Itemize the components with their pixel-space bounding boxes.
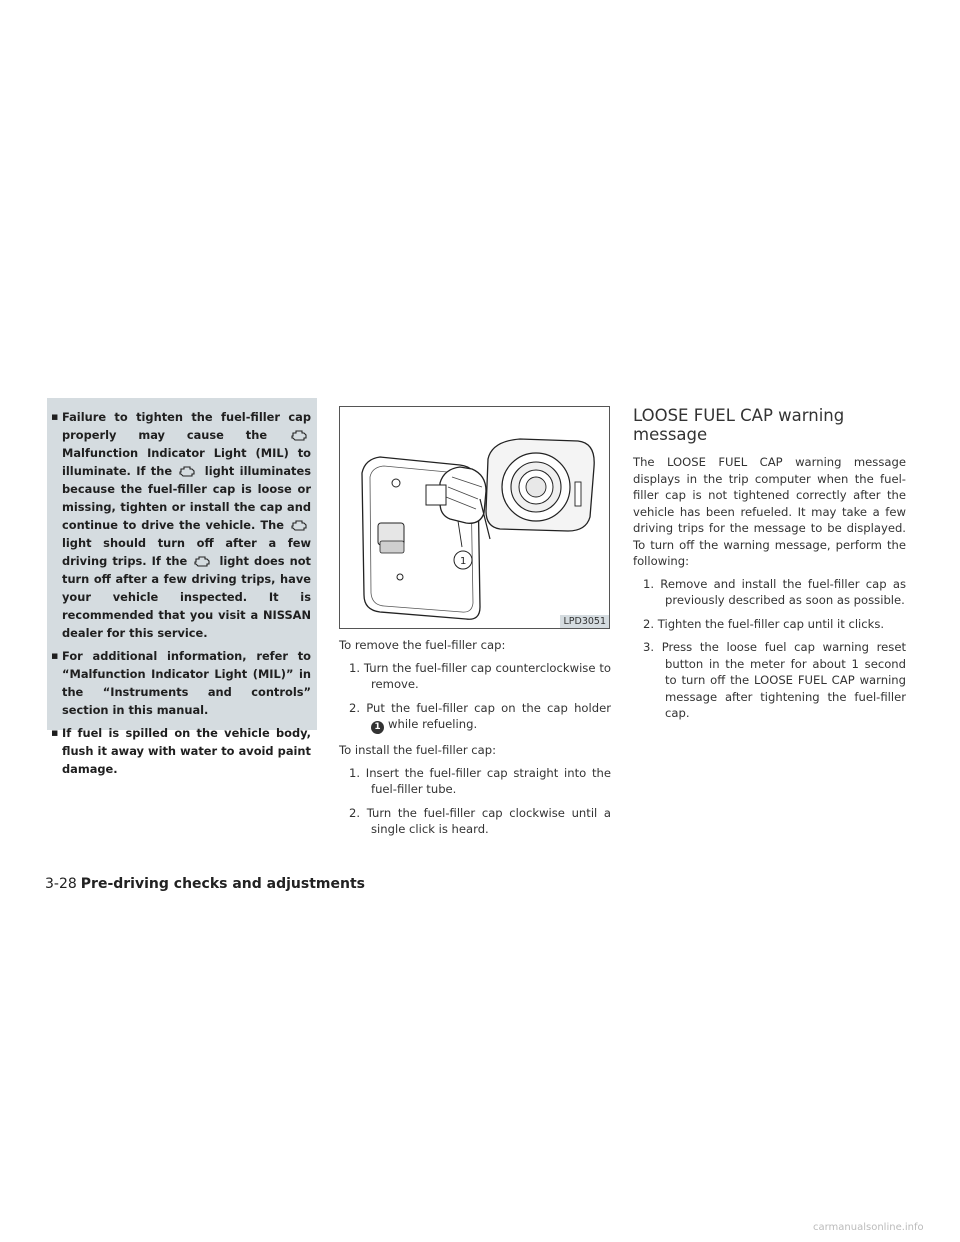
- caution-item-spill: ▪ If fuel is spilled on the vehicle body, flush it away with water to avoid paint damage.: [47, 724, 311, 778]
- right-column: [633, 406, 906, 730]
- loose-steps: [633, 576, 906, 722]
- page-number: 3-28: [45, 876, 77, 892]
- callout-number: 1: [460, 556, 467, 567]
- figure-code: LPD3051: [560, 615, 609, 628]
- fuel-door-drawing: [340, 407, 609, 628]
- loose-step-3: 3. Press the loose fuel cap warning reset button in the meter for about 1 second to turn off the LOOSE FUEL CAP warning message after tightening the fuel-filler cap.: [643, 640, 906, 720]
- install-step-1: 1. Insert the fuel-filler cap straight into the fuel-filler tube.: [349, 765, 611, 796]
- loose-body: The LOOSE FUEL CAP warning message displays in the trip computer when the fuel-filler cap is not tightened correctly after the vehicle has been refueled. It may take a few driving trips for the message to be displayed. To turn off the warning message, perform the following:: [633, 455, 906, 568]
- page-footer: [45, 876, 365, 892]
- engine-malfunction-icon: [177, 464, 199, 478]
- caution-box: [47, 398, 317, 776]
- install-steps: [339, 765, 611, 838]
- engine-malfunction-icon: [289, 518, 311, 532]
- install-step-2: 2. Turn the fuel-filler cap clockwise until a single click is heard.: [349, 805, 611, 836]
- watermark: carmanualsonline.info: [813, 1222, 924, 1233]
- remove-intro: To remove the fuel-filler cap:: [339, 638, 506, 652]
- caution-item-fuel-cap: ▪ Failure to tighten the fuel-filler cap properly may cause the Malfunction Indicator Light (MIL) to illuminate. If the light illuminates because the fuel-filler cap is loose or missing, tighten or install the cap and continue to drive the vehicle. The light should turn off after a few driving trips. If the light does not turn off after a few driving trips, have your vehicle inspected. It is recommended that you visit a NISSAN dealer for this service.: [47, 408, 311, 642]
- loose-step-2: 2. Tighten the fuel-filler cap until it clicks.: [643, 616, 885, 631]
- callout-badge: 1: [371, 721, 384, 734]
- caution-list: [47, 408, 317, 778]
- engine-malfunction-icon: [289, 428, 311, 442]
- loose-step-1: 1. Remove and install the fuel-filler cap as previously described as soon as possible.: [643, 576, 906, 607]
- install-intro: To install the fuel-filler cap:: [339, 743, 497, 757]
- middle-column: [339, 406, 611, 846]
- section-heading: LOOSE FUEL CAP warning message: [633, 406, 845, 444]
- remove-step-1: 1. Turn the fuel-filler cap counterclockwise to remove.: [349, 660, 611, 691]
- caution-item-reference: ▪ For additional information, refer to “Malfunction Indicator Light (MIL)” in the “Instruments and controls” section in this manual.: [47, 647, 311, 719]
- engine-malfunction-icon: [192, 554, 214, 568]
- remove-steps: [339, 660, 611, 735]
- remove-step-2: 2. Put the fuel-filler cap on the cap holder 1 while refueling.: [349, 700, 611, 732]
- section-title: Pre-driving checks and adjustments: [80, 876, 365, 892]
- fuel-door-illustration: [339, 406, 610, 629]
